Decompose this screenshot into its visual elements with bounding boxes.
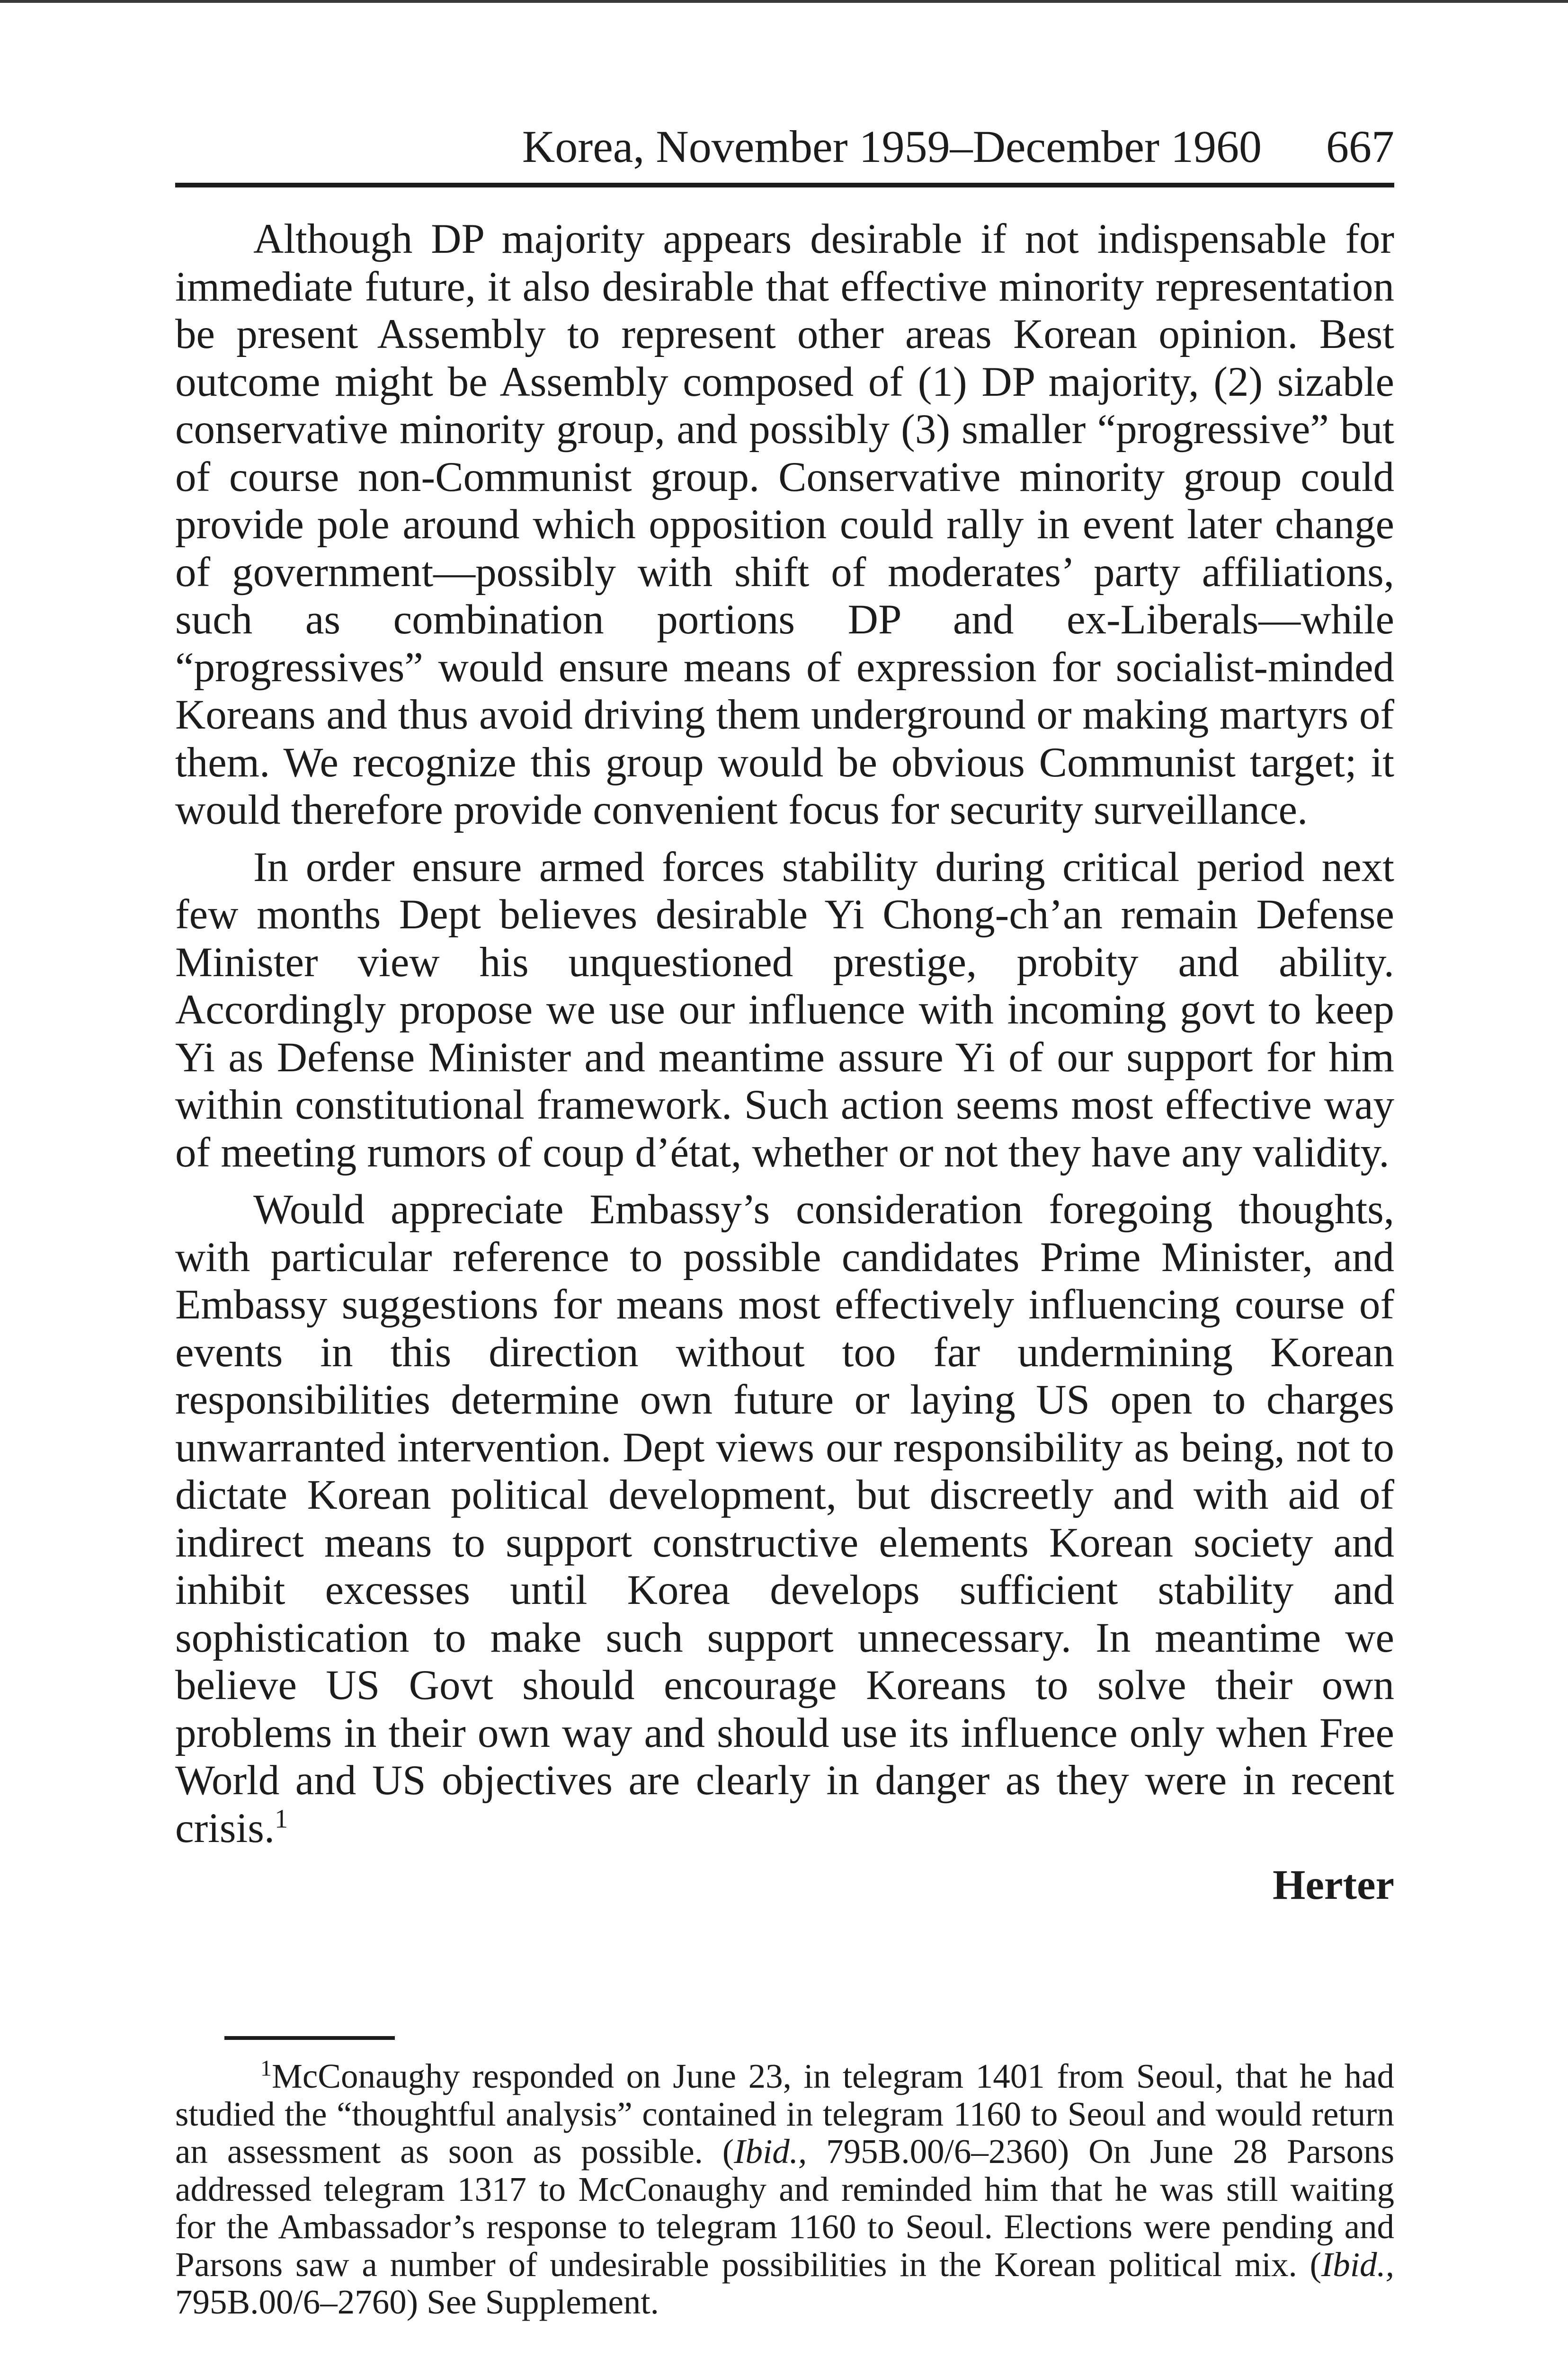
footnote-text-part-2: 795B.00/6–2360) On June 28 Parsons addressed telegram 1317 to McConaughy and reminded him that he was still waiting for the Ambassador’s response to telegram 1160 to Seoul. Elections were pending and Parsons saw a number of undesirable possibilities in the Korean political mix. ( — [175, 2132, 1395, 2284]
ibid-citation-2: Ibid., — [1321, 2245, 1394, 2284]
running-title: Korea, November 1959–December 1960 — [522, 121, 1262, 172]
page-top-edge — [0, 0, 1568, 3]
header-rule — [175, 183, 1394, 187]
ibid-citation-1: Ibid., — [734, 2132, 807, 2171]
footnote-rule — [224, 2036, 395, 2040]
footnote-1 — [175, 2057, 1394, 2321]
footnote-text-part-3: 795B.00/6–2760) See Supplement. — [175, 2283, 659, 2321]
footnote — [175, 2057, 1394, 2321]
paragraph-3-text: Would appreciate Embassy’s consideration foregoing thoughts, with particular reference to possible candidates Prime Minister, and Embassy suggestions for means most effectively influencing course of events in this direction without too far undermining Korean responsibilities determine own future or laying US open to charges unwarranted intervention. Dept views our responsibility as being, not to dictate Korean political development, but discreetly and with aid of indirect means to support constructive elements Korean society and inhibit excesses until Korea develops sufficient stability and sophistication to make such support unnecessary. In meantime we believe US Govt should encourage Koreans to solve their own problems in their own way and should use its influence only when Free World and US objectives are clearly in danger as they were in recent crisis. — [175, 1186, 1394, 1851]
running-head — [175, 121, 1394, 173]
paragraph-3 — [175, 1186, 1394, 1852]
footnote-reference: 1 — [275, 1804, 288, 1833]
document-body — [175, 215, 1394, 1909]
paragraph-2: In order ensure armed forces stability during critical period next few months Dept believes desirable Yi Chong-ch’an remain Defense Minister view his unquestioned prestige, probity and ability. Accordingly propose we use our influence with incoming govt to keep Yi as Defense Minister and meantime assure Yi of our support for him within constitutional framework. Such action seems most effective way of meeting rumors of coup d’état, whether or not they have any validity. — [175, 844, 1394, 1176]
footnote-text-part-1: McConaughy responded on June 23, in telegram 1401 from Seoul, that he had studied the “thoughtful analysis” contained in telegram 1160 to Seoul and would return an assessment as soon as possible. ( — [175, 2057, 1394, 2171]
signature: Herter — [1273, 1862, 1394, 1908]
paragraph-1: Although DP majority appears desirable if not indispensable for immediate future, it also desirable that effective minority representation be present Assembly to represent other areas Korean opinion. Best outcome might be Assembly composed of (1) DP majority, (2) sizable conservative minority group, and possibly (3) smaller “progressive” but of course non-Communist group. Conservative minority group could provide pole around which opposition could rally in event later change of government—possibly with shift of moderates’ party affiliations, such as combination portions DP and ex-Liberals—while “progressives” would ensure means of expression for socialist-minded Koreans and thus avoid driving them underground or making martyrs of them. We recognize this group would be obvious Communist target; it would therefore provide convenient focus for security surveillance. — [175, 216, 1394, 833]
footnote-marker: 1 — [260, 2056, 272, 2081]
page-number: 667 — [1326, 121, 1394, 172]
